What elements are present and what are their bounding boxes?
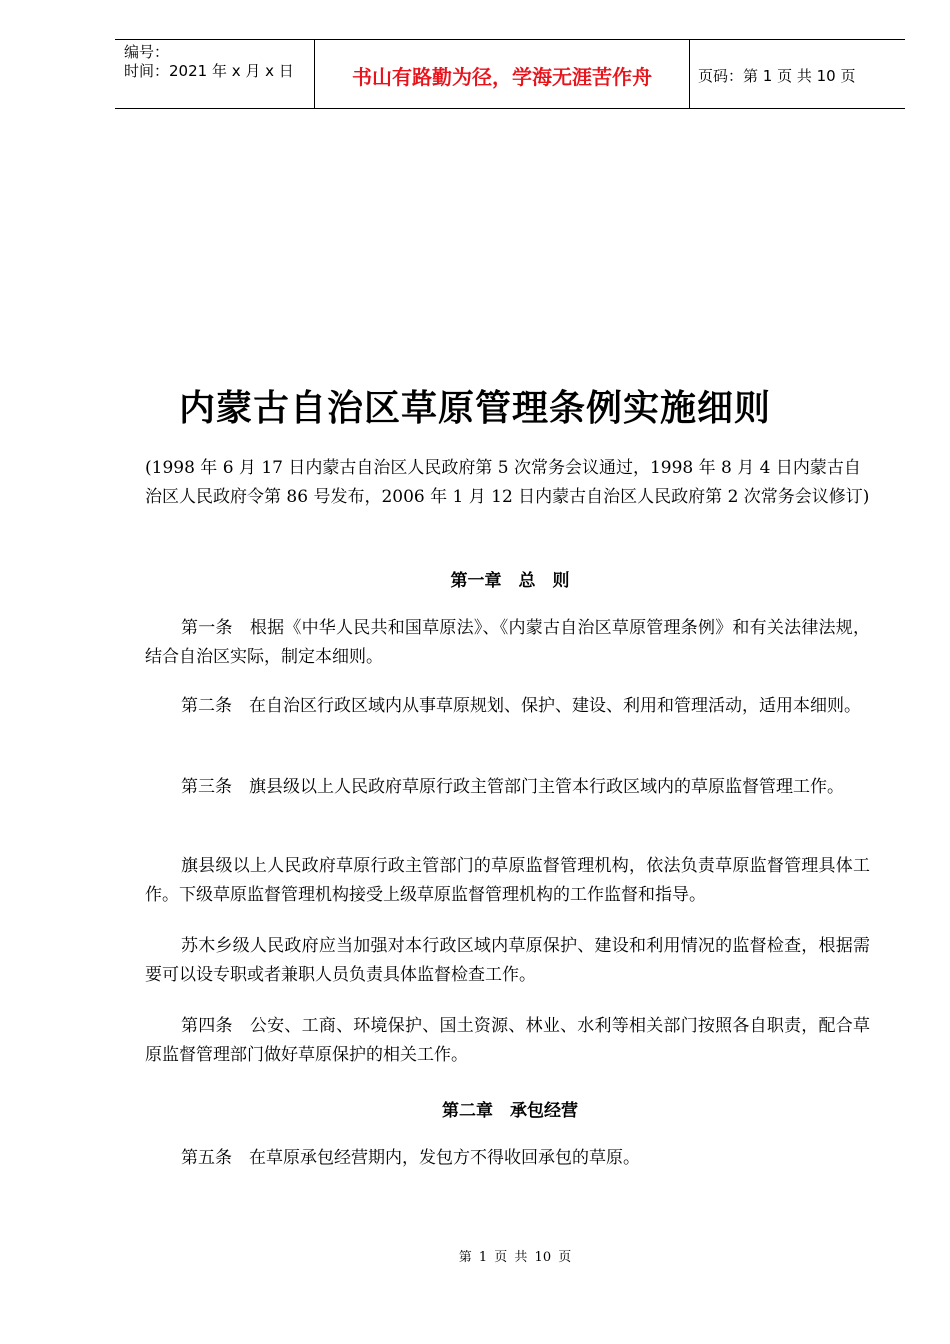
page-header xyxy=(115,39,905,109)
paragraph-article-4: 第四条 公安、工商、环境保护、国土资源、林业、水利等相关部门按照各自职责，配合草原监督管理部门做好草原保护的相关工作。 xyxy=(145,1016,870,1065)
time-label: 时间：2021 年 x 月 x 日 xyxy=(124,62,294,80)
paragraph-article-3-sub-2: 苏木乡级人民政府应当加强对本行政区域内草原保护、建设和利用情况的监督检查，根据需要可以设专职或者兼职人员负责具体监督检查工作。 xyxy=(145,936,870,985)
header-meta xyxy=(115,40,315,108)
paragraph-article-5: 第五条 在草原承包经营期内，发包方不得收回承包的草原。 xyxy=(181,1148,640,1168)
chapter-heading-1: 第一章 总 则 xyxy=(450,571,570,591)
paragraph-article-2: 第二条 在自治区行政区域内从事草原规划、保护、建设、利用和管理活动，适用本细则。 xyxy=(181,696,861,716)
paragraph-article-3-sub-1: 旗县级以上人民政府草原行政主管部门的草原监督管理机构，依法负责草原监督管理具体工作。下级草原监督管理机构接受上级草原监督管理机构的工作监督和指导。 xyxy=(145,856,870,905)
paragraph-article-1: 第一条 根据《中华人民共和国草原法》、《内蒙古自治区草原管理条例》和有关法律法规，结合自治区实际，制定本细则。 xyxy=(145,618,870,667)
page-footer: 第 1 页 共 10 页 xyxy=(458,1250,572,1265)
paragraph-article-3: 第三条 旗县级以上人民政府草原行政主管部门主管本行政区域内的草原监督管理工作。 xyxy=(181,777,844,797)
number-label: 编号： xyxy=(124,43,170,61)
header-motto: 书山有路勤为径，学海无涯苦作舟 xyxy=(315,40,690,108)
document-note: (1998 年 6 月 17 日内蒙古自治区人民政府第 5 次常务会议通过，1998 年 8 月 4 日内蒙古自治区人民政府令第 86 号发布，2006 年 1 月 12 日内蒙古自治区人民政府第 2 次常务会议修订) xyxy=(145,458,870,507)
chapter-heading-2: 第二章 承包经营 xyxy=(442,1101,578,1121)
header-page-info: 页码：第 1 页 共 10 页 xyxy=(698,66,856,85)
document-title: 内蒙古自治区草原管理条例实施细则 xyxy=(178,387,771,429)
